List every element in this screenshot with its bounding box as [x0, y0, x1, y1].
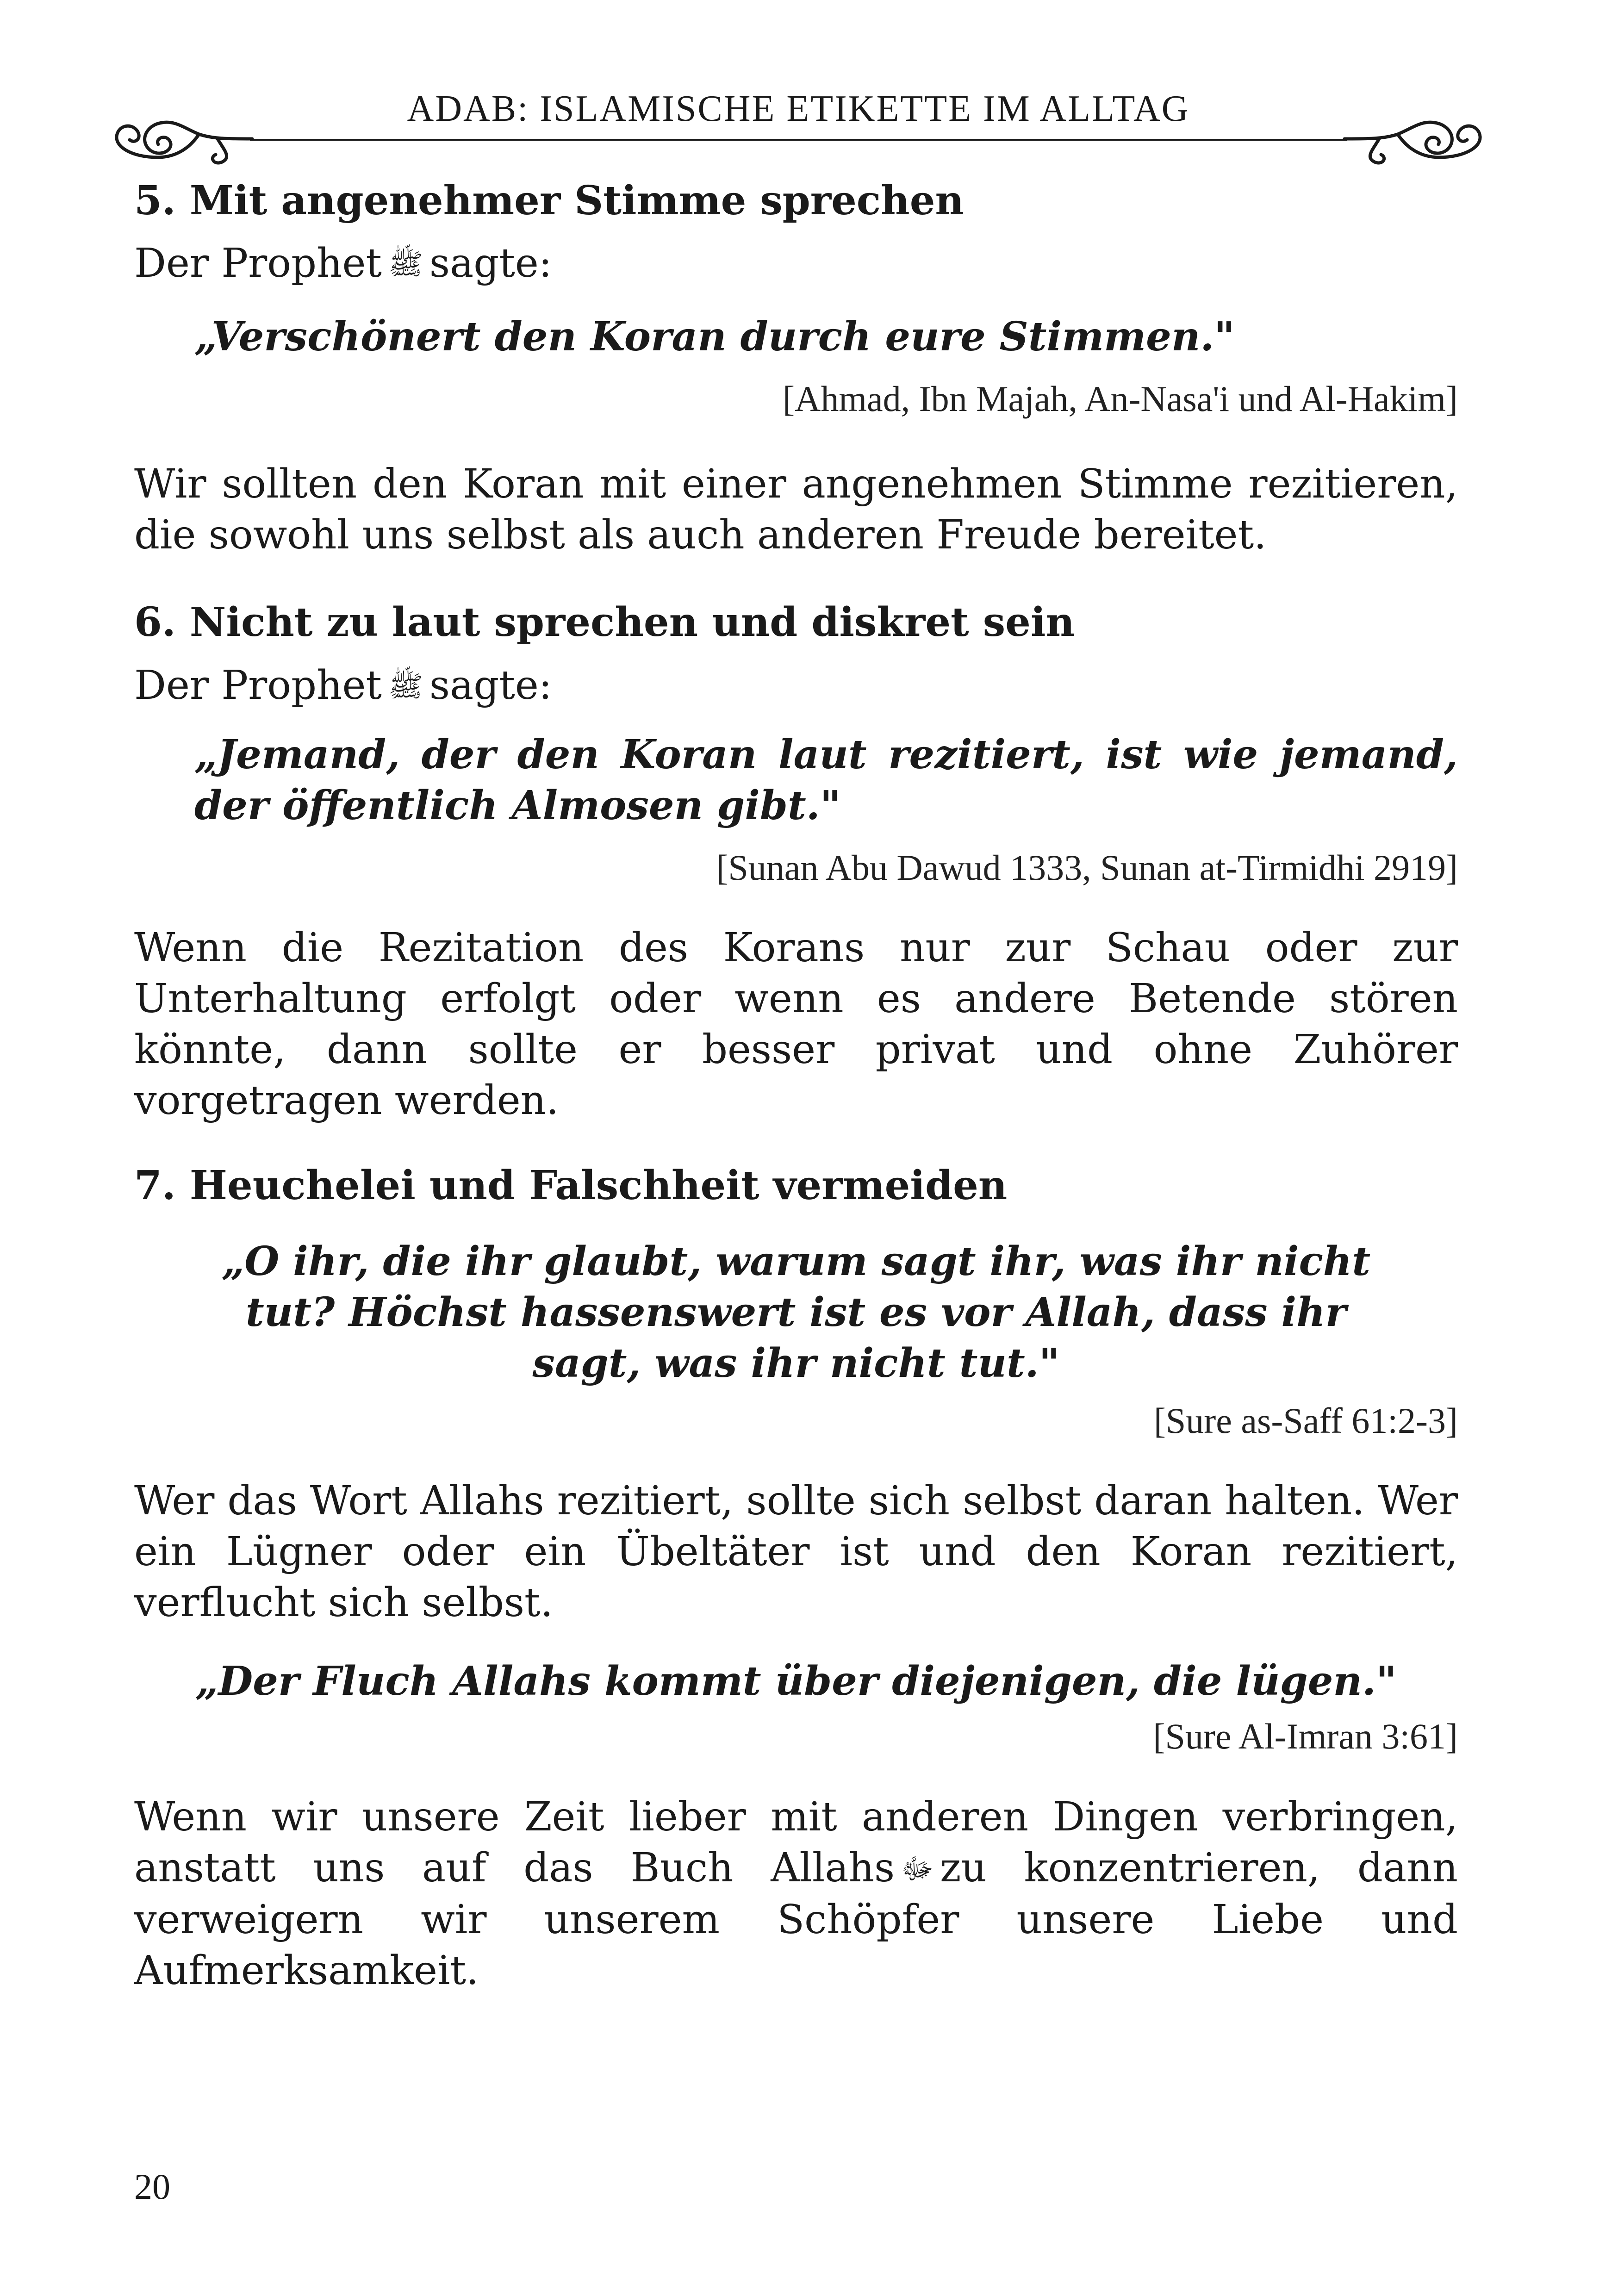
quote-intro	[134, 239, 1458, 289]
running-title: ADAB: ISLAMISCHE ETIKETTE IM ALLTAG	[407, 88, 1190, 129]
body-paragraph	[134, 1792, 1458, 1996]
body-prefix: Wenn wir unsere Zeit lieber mit anderen Dingen verbringen, anstatt uns auf das Buch Allahs	[134, 1793, 1458, 1891]
running-header	[106, 88, 1490, 176]
scroll-ornament-right-icon	[1342, 106, 1490, 176]
page-body	[134, 176, 1458, 1996]
hadith-source: [Ahmad, Ibn Majah, An-Nasa'i und Al-Hakim]	[783, 379, 1458, 419]
quran-source: [Sure as-Saff 61:2-3]	[1153, 1400, 1458, 1441]
intro-prefix: Der Prophet	[134, 662, 382, 709]
section-7	[134, 1161, 1458, 1996]
section-heading: 7. Heuchelei und Falschheit vermeiden	[134, 1162, 1008, 1209]
hadith-quote: „Jemand, der den Koran laut rezitiert, ist wie jemand, der öffentlich Almosen gibt."	[194, 731, 1458, 829]
section-5	[134, 176, 1458, 560]
section-heading: 6. Nicht zu laut sprechen und diskret sein	[134, 598, 1075, 646]
header-rule	[250, 139, 1347, 141]
salawat-honorific: ﷺ	[388, 247, 423, 281]
quran-source: [Sure Al-Imran 3:61]	[1153, 1716, 1458, 1756]
body-paragraph: Wir sollten den Koran mit einer angenehmen Stimme rezitieren, die sowohl uns selbst als auch anderen Freude bereitet.	[134, 460, 1458, 558]
salawat-honorific: ﷺ	[388, 669, 423, 703]
body-paragraph: Wer das Wort Allahs rezitiert, sollte sich selbst daran halten. Wer ein Lügner oder ein Übeltäter ist und den Koran rezitiert, verflucht sich selbst.	[134, 1478, 1458, 1626]
quote-intro	[134, 661, 1458, 711]
hadith-quote: „Verschönert den Koran durch eure Stimmen."	[194, 313, 1235, 360]
intro-prefix: Der Prophet	[134, 240, 382, 286]
hadith-source: [Sunan Abu Dawud 1333, Sunan at-Tirmidhi 2919]	[716, 847, 1458, 888]
allah-honorific: ﷻ	[901, 1851, 934, 1885]
body-suffix: zu konzentrieren, dann verweigern wir unserem Schöpfer unsere Liebe und Aufmerksamkeit.	[134, 1844, 1458, 1994]
section-heading: 5. Mit angenehmer Stimme sprechen	[134, 177, 964, 224]
page-number: 20	[134, 2166, 170, 2207]
body-paragraph: Wenn die Rezitation des Korans nur zur Schau oder zur Unterhaltung erfolgt oder wenn es andere Betende stören könnte, dann sollte er besser privat und ohne Zuhörer vorgetragen werden.	[134, 925, 1458, 1124]
section-6	[134, 597, 1458, 1126]
intro-suffix: sagte:	[429, 240, 552, 286]
quran-quote: „Der Fluch Allahs kommt über diejenigen, die lügen."	[195, 1658, 1397, 1705]
intro-suffix: sagte:	[429, 662, 552, 709]
quran-quote: „O ihr, die ihr glaubt, warum sagt ihr, was ihr nicht tut? Höchst hassenswert ist es vor Allah, dass ihr sagt, was ihr nicht tut."	[221, 1238, 1371, 1387]
